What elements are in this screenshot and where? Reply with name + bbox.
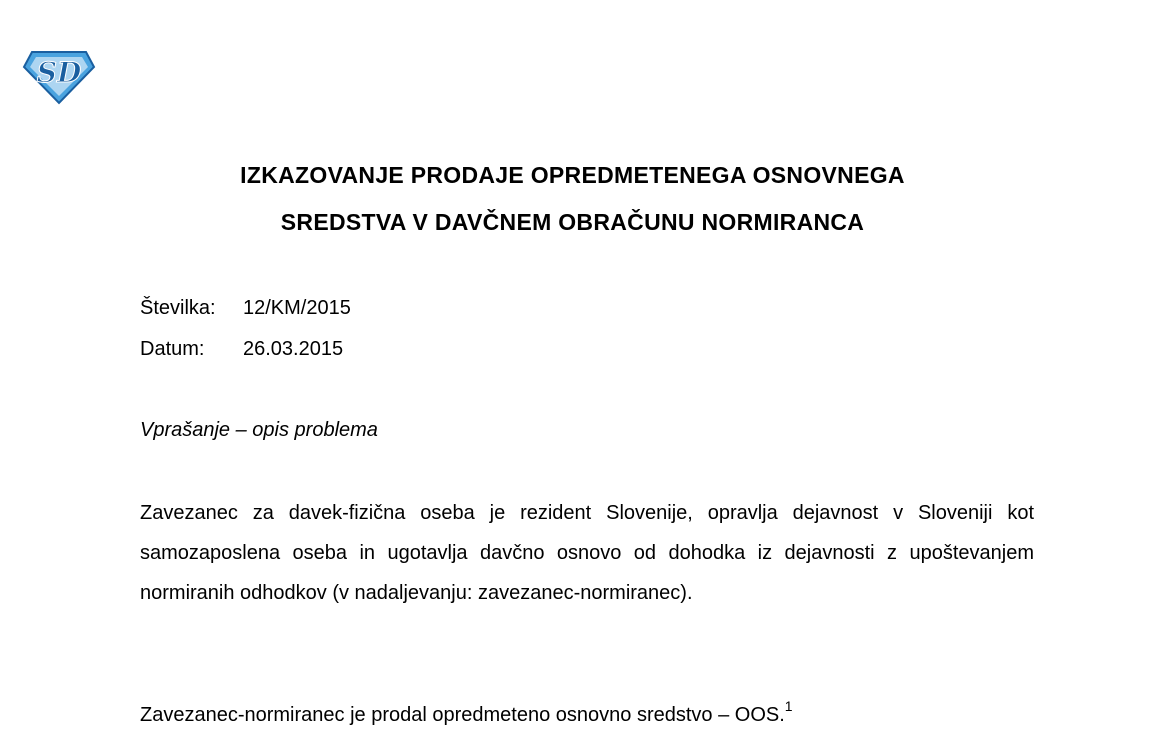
document-date-row — [140, 338, 343, 361]
paragraph-1: Zavezanec za davek-fizična oseba je rezident Slovenije, opravlja dejavnost v Sloveniji kot samozaposlena oseba in ugotavlja davčno osnovo od dohodka iz dejavnosti z upoštevanjem normiranih odhodkov (v nadaljevanju: zavezanec-normiranec). — [140, 502, 1034, 604]
document-number-label: Številka: — [140, 297, 216, 319]
document-title-line-1: IZKAZOVANJE PRODAJE OPREDMETENEGA OSNOVNEGA — [240, 162, 905, 188]
document-title-line-2: SREDSTVA V DAVČNEM OBRAČUNU NORMIRANCA — [280, 209, 865, 235]
document-number-row — [140, 297, 351, 320]
paragraph-2-text: Zavezanec-normiranec je prodal opredmeteno osnovno sredstvo – OOS. — [140, 704, 785, 726]
company-logo — [22, 49, 96, 105]
document-date-value: 26.03.2015 — [243, 338, 344, 360]
footnote-reference[interactable]: 1 — [784, 698, 793, 714]
paragraph-2 — [140, 695, 1034, 735]
svg-text:SD: SD — [36, 56, 82, 89]
document-date-label: Datum: — [140, 338, 205, 360]
document-number-value: 12/KM/2015 — [243, 297, 351, 319]
question-heading: Vprašanje – opis problema — [140, 419, 378, 441]
